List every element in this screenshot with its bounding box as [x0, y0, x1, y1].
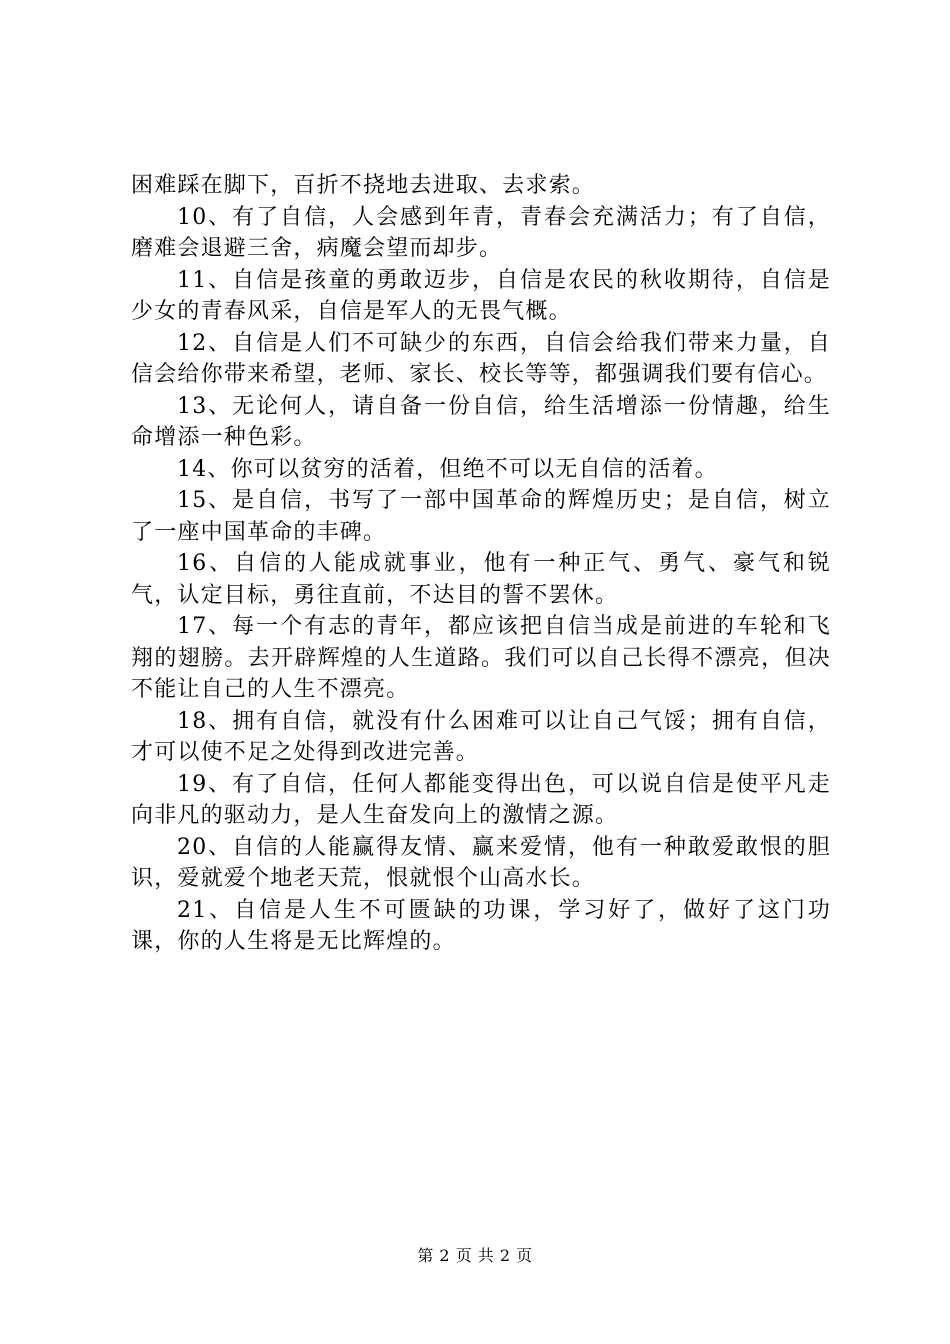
paragraph-item-20: 20、自信的人能赢得友情、赢来爱情，他有一种敢爱敢恨的胆识，爱就爱个地老天荒，恨就恨个山高水长。 — [131, 834, 831, 891]
page-footer — [0, 1243, 950, 1266]
paragraph-item-12: 12、自信是人们不可缺少的东西，自信会给我们带来力量，自信会给你带来希望，老师、家长、校长等等，都强调我们要有信心。 — [131, 330, 831, 387]
paragraph-item-17: 17、每一个有志的青年，都应该把自信当成是前进的车轮和飞翔的翅膀。去开辟辉煌的人生道路。我们可以自己长得不漂亮，但决不能让自己的人生不漂亮。 — [131, 614, 831, 702]
document-body — [131, 170, 831, 958]
paragraph-item-16: 16、自信的人能成就事业，他有一种正气、勇气、豪气和锐气，认定目标，勇往直前，不达目的誓不罢休。 — [131, 551, 831, 608]
paragraph-item-19: 19、有了自信，任何人都能变得出色，可以说自信是使平凡走向非凡的驱动力，是人生奋发向上的激情之源。 — [131, 771, 831, 828]
paragraph-item-11: 11、自信是孩童的勇敢迈步，自信是农民的秋收期待，自信是少女的青春风采，自信是军人的无畏气概。 — [131, 267, 831, 324]
paragraph-item-10: 10、有了自信，人会感到年青，青春会充满活力；有了自信，磨难会退避三舍，病魔会望而却步。 — [131, 204, 831, 261]
paragraph-item-21: 21、自信是人生不可匮缺的功课，学习好了，做好了这门功课，你的人生将是无比辉煌的。 — [131, 897, 831, 954]
paragraph-item-15: 15、是自信，书写了一部中国革命的辉煌历史；是自信，树立了一座中国革命的丰碑。 — [131, 488, 831, 545]
page-number-label: 第 2 页 共 2 页 — [417, 1246, 533, 1265]
paragraph-item-18: 18、拥有自信，就没有什么困难可以让自己气馁；拥有自信，才可以使不足之处得到改进完善。 — [131, 708, 831, 765]
paragraph-item-13: 13、无论何人，请自备一份自信，给生活增添一份情趣，给生命增添一种色彩。 — [131, 393, 831, 450]
paragraph-item-14: 14、你可以贫穷的活着，但绝不可以无自信的活着。 — [177, 456, 718, 482]
paragraph-continuation: 困难踩在脚下，百折不挠地去进取、去求索。 — [131, 173, 596, 198]
